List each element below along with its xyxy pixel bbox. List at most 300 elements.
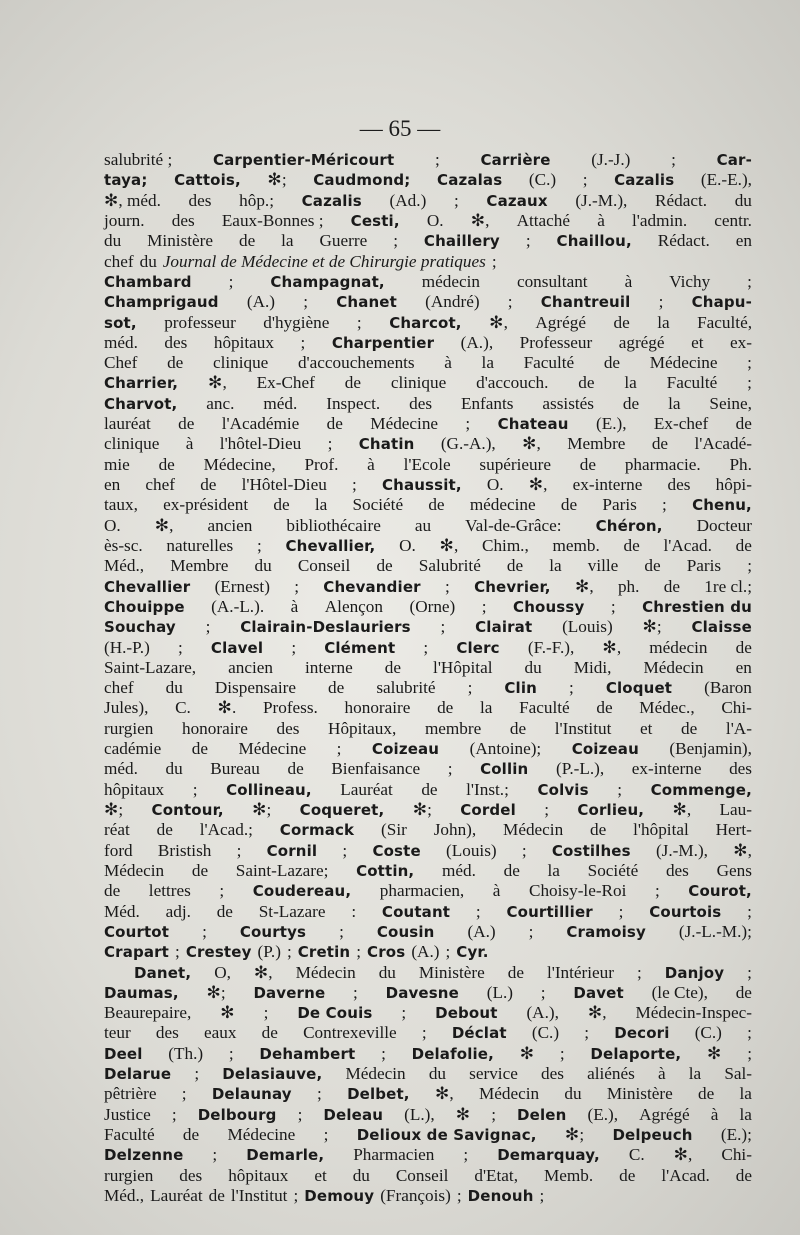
entry-name: Demarle,: [246, 1146, 325, 1165]
word: des: [179, 1165, 203, 1185]
word: ville: [587, 556, 619, 576]
entry-name: Chatin: [358, 435, 415, 454]
word: des: [171, 210, 195, 230]
word: ;: [205, 617, 211, 637]
entry-name: Delen: [517, 1105, 567, 1124]
word: l'admin.: [631, 210, 688, 230]
text-line: [104, 881, 752, 901]
word: la: [314, 495, 328, 515]
word: Médecin: [643, 657, 704, 677]
word: Lauréat: [150, 1185, 203, 1205]
word: John),: [433, 820, 477, 840]
word: ;: [177, 637, 183, 657]
word: ✻,: [154, 515, 174, 535]
word: rurgien: [104, 1165, 154, 1185]
entry-name: Demarquay,: [497, 1146, 600, 1165]
word: ;: [353, 982, 358, 1002]
word: la: [668, 393, 681, 413]
word: ;: [481, 596, 487, 616]
text-line: [104, 333, 752, 353]
word: (Ad.): [389, 190, 427, 210]
entry-name: Caudmond;: [313, 171, 411, 190]
text-line: [104, 353, 752, 373]
entry-name: Delarue: [104, 1065, 172, 1084]
word: (Orne): [409, 596, 456, 616]
word: Médecine: [227, 1125, 296, 1144]
entry-name: Chambard: [104, 272, 192, 291]
word: ✻.: [217, 698, 237, 718]
text-line: [104, 1064, 752, 1084]
word: ;: [467, 678, 473, 698]
word: de: [735, 637, 752, 657]
entry-name: Commenge,: [650, 780, 752, 799]
word: la: [739, 1084, 752, 1104]
word: (J.-L.-M.);: [678, 921, 752, 941]
word: ;: [507, 292, 513, 312]
text-line: [104, 211, 752, 231]
word: l'Institut: [230, 1185, 288, 1205]
entry-name: Cordel: [460, 801, 516, 819]
word: Agrégé: [535, 312, 586, 332]
word: hôpitaux: [228, 1165, 289, 1185]
word: à: [710, 1104, 719, 1124]
word: de: [238, 231, 256, 251]
word: ;: [212, 1145, 218, 1165]
entry-name: Demouy: [304, 1186, 375, 1205]
word: O.: [486, 475, 504, 494]
word: ;: [444, 576, 450, 596]
word: (L.): [486, 982, 513, 1002]
word: du: [564, 1084, 582, 1104]
word: de: [200, 475, 217, 494]
word: Médecin: [104, 860, 165, 880]
word: de: [167, 353, 184, 373]
word: ;: [465, 414, 471, 434]
word: (C.): [694, 1023, 722, 1043]
word: de: [182, 1125, 200, 1144]
word: centr.: [714, 210, 752, 230]
entry-name: Chevandier: [323, 577, 421, 596]
word: d'accouch.: [476, 373, 549, 393]
word: Conseil: [297, 556, 351, 576]
word: Profess.: [262, 698, 318, 718]
entry-name: Cazalis: [614, 171, 675, 190]
word: Ex-Chef: [256, 373, 315, 393]
word: (J.-M.),: [655, 840, 708, 860]
word: des: [729, 759, 752, 779]
word: l'Acad.;: [199, 820, 253, 840]
word: Chef: [104, 353, 138, 373]
word: ;: [228, 1043, 234, 1063]
word: ;: [491, 251, 497, 271]
entry-name: Coizeau: [371, 740, 440, 759]
word: médecin: [649, 637, 708, 657]
entry-name: Davet: [573, 983, 624, 1002]
word: Guerre: [319, 231, 368, 251]
entry-name: Charpentier: [331, 333, 435, 352]
text-line: [104, 231, 752, 251]
word: de: [506, 556, 524, 576]
text-line: [104, 739, 752, 759]
word: ;: [356, 942, 362, 962]
word: cadémie: [104, 739, 162, 759]
text-line: [104, 556, 752, 576]
word: de: [191, 860, 209, 880]
word: des: [188, 190, 212, 210]
word: à: [290, 596, 299, 616]
word: ✻,: [574, 576, 594, 596]
word: Médecine: [238, 739, 307, 759]
word: Lauréat: [340, 779, 393, 799]
text-line: [104, 577, 752, 597]
word: Bienfaisance: [331, 759, 421, 779]
text-line: [104, 1125, 752, 1145]
word: en: [735, 657, 752, 677]
word: Professeur: [519, 332, 593, 352]
word: à: [624, 271, 633, 291]
word: Salubrité: [418, 556, 481, 576]
text-line: [104, 983, 752, 1003]
word: ;: [352, 475, 357, 494]
word: ✻;: [564, 1125, 585, 1144]
word: de: [735, 982, 752, 1002]
word: ancien: [207, 515, 253, 535]
word: (Antoine);: [469, 739, 542, 759]
word: Dispensaire: [214, 678, 296, 698]
word: méd.: [442, 860, 476, 880]
word: du: [165, 759, 183, 779]
word: de: [273, 495, 290, 515]
text-line: [104, 170, 752, 190]
word: et: [314, 1165, 327, 1185]
word: méd.: [263, 393, 298, 413]
entry-name: Cesti,: [350, 211, 400, 230]
word: ;: [491, 1104, 496, 1124]
entry-name: Champagnat,: [270, 272, 385, 291]
word: (Th.): [168, 1043, 204, 1063]
word: (J.-M.),: [575, 190, 628, 210]
text-line: [104, 475, 752, 495]
word: ;: [192, 779, 198, 799]
word: ✻;: [267, 170, 287, 190]
entry-name: Cattois,: [174, 171, 241, 190]
word: de: [507, 962, 524, 982]
text-line: [104, 963, 752, 983]
entry-name: Courot,: [688, 882, 752, 901]
word: l'hôtel-Dieu: [219, 434, 302, 454]
word: ✻,: [673, 1145, 693, 1165]
word: Faculté,: [697, 312, 752, 332]
word: Faculté: [519, 698, 570, 718]
word: la: [281, 231, 294, 251]
word: ;: [539, 1185, 545, 1205]
entry-name: Daumas,: [104, 983, 179, 1002]
word: ✻, méd.: [104, 190, 161, 210]
word: ✻,: [208, 373, 227, 393]
word: la: [657, 312, 670, 332]
entry-name: Chapu-: [691, 293, 752, 312]
word: de: [681, 718, 698, 738]
word: Inspect.: [326, 393, 381, 413]
word: supérieure: [479, 454, 551, 474]
page-number: — 65 —: [359, 116, 441, 141]
entry-name: Coutant: [381, 902, 451, 921]
word: de: [326, 414, 343, 434]
word: Médecine: [649, 353, 718, 373]
entry-name: Choussy: [513, 597, 585, 616]
entry-name: Crestey: [185, 943, 252, 962]
word: ✻: [707, 1043, 722, 1063]
word: de: [156, 820, 173, 840]
text-line: [104, 861, 752, 881]
entry-name: Cazaux: [486, 191, 548, 210]
text-line: [104, 922, 752, 942]
word: l'hôpital: [633, 820, 689, 840]
word: hôpi-: [715, 475, 752, 494]
entry-name: Cottin,: [356, 861, 415, 880]
entry-name: Delbourg: [197, 1105, 277, 1124]
word: (Ernest): [214, 576, 270, 596]
word: Médecin: [478, 1084, 540, 1104]
word: clinique: [104, 434, 160, 454]
word: Contrexeville: [303, 1023, 397, 1043]
entry-name: Clairain-Deslauriers: [240, 618, 411, 637]
entry-name: Clerc: [456, 638, 500, 657]
word: la: [547, 860, 560, 880]
word: l'A-: [725, 718, 752, 738]
word: ;: [747, 271, 752, 291]
word: en: [735, 231, 752, 251]
text-line: [104, 252, 752, 272]
text-line: [104, 414, 752, 434]
entry-name: Cousin: [376, 922, 435, 941]
word: lettres: [148, 881, 191, 901]
entry-name: Delasiauve,: [222, 1065, 323, 1084]
word: ✻: [455, 1104, 471, 1124]
entry-name: Corlieu,: [577, 801, 645, 819]
word: (A.): [246, 292, 276, 312]
word: Médecin: [345, 1064, 406, 1084]
word: de: [208, 1185, 225, 1205]
text-line: [104, 902, 752, 922]
word: (A.): [467, 921, 496, 941]
text-line: [104, 617, 752, 637]
text-line: [104, 272, 752, 292]
entry-name: Delaporte,: [590, 1044, 682, 1063]
word: Membre: [567, 434, 626, 454]
text-line: [104, 597, 752, 617]
entry-name: Delzenne: [104, 1146, 184, 1165]
text-line: [104, 373, 752, 393]
word: ✻,: [470, 210, 490, 230]
word: réat: [104, 820, 130, 840]
word: de: [590, 820, 607, 840]
word: ;: [423, 637, 429, 657]
word: ;: [294, 576, 299, 596]
entry-name: Chantreuil: [540, 293, 631, 312]
word: ;: [447, 759, 453, 779]
entry-name: Champrigaud: [104, 293, 219, 312]
entry-name: Crapart: [104, 943, 170, 962]
text-line: [104, 1105, 752, 1125]
word: (François): [380, 1185, 451, 1205]
word: (P.-L.),: [555, 759, 605, 779]
word: Justice: [104, 1104, 151, 1124]
text-line: [104, 150, 752, 170]
word: de: [603, 353, 621, 373]
word: Alençon: [324, 596, 383, 616]
word: ;: [618, 901, 624, 921]
word: hôpitaux: [213, 332, 274, 352]
text-line: [104, 1023, 752, 1043]
entry-name: Chanet: [336, 293, 397, 312]
word: et: [640, 718, 653, 738]
word: ;: [747, 1023, 752, 1043]
entry-name: Cormack: [279, 821, 355, 840]
word: consultant: [516, 271, 588, 291]
word: memb.: [552, 535, 600, 555]
word: l'Intérieur: [546, 962, 614, 982]
word: ;: [342, 840, 348, 860]
word: Memb.: [543, 1165, 594, 1185]
word: C.: [628, 1145, 645, 1165]
word: de: [503, 860, 520, 880]
entry-name: Deleau: [323, 1105, 384, 1124]
word: de: [216, 901, 233, 921]
word: (C.): [528, 170, 557, 190]
word: ;: [747, 962, 752, 982]
word: ✻,: [522, 434, 541, 454]
word: Val-de-Grâce:: [465, 515, 562, 535]
text-line: [104, 516, 752, 536]
word: de: [596, 698, 613, 718]
word: l'Acadé-: [694, 434, 752, 454]
word: O.: [399, 535, 416, 555]
text-line: [104, 495, 752, 515]
word: (Benjamin),: [669, 739, 752, 759]
word: ✻;: [104, 800, 124, 819]
word: (E.),: [595, 414, 627, 434]
word: la: [549, 556, 562, 576]
word: du: [254, 556, 272, 576]
entry-name: Daverne: [253, 983, 326, 1002]
entry-name: Costilhes: [551, 841, 631, 860]
word: de: [437, 698, 454, 718]
word: adj.: [165, 901, 191, 921]
word: (E.-E.),: [700, 170, 752, 190]
word: hôp.;: [239, 190, 274, 210]
word: de: [735, 535, 752, 555]
word: des: [667, 475, 691, 494]
word: pharmacie.: [624, 454, 701, 474]
word: de: [344, 373, 361, 393]
entry-name: Courtillier: [506, 902, 593, 921]
word: au: [414, 515, 432, 535]
word: d'hygiène: [263, 312, 330, 332]
word: (A.-L.).: [211, 596, 265, 616]
entry-name: Chenu,: [692, 496, 752, 515]
entry-name: Chevrier,: [474, 577, 551, 596]
word: ;: [263, 1003, 269, 1023]
word: du: [378, 962, 396, 982]
entry-name: Deel: [104, 1044, 143, 1063]
entry-name: Delioux de Savignac,: [356, 1126, 537, 1144]
entry-name: Chouippe: [104, 597, 185, 616]
word: Bristish: [157, 840, 212, 860]
word: ph.: [617, 576, 640, 596]
word: ;: [303, 292, 309, 312]
word: ;: [658, 292, 664, 312]
entry-name: Carpentier-Méricourt: [212, 151, 395, 169]
word: eaux: [204, 1023, 237, 1043]
word: de: [328, 678, 345, 698]
word: Midi,: [573, 657, 612, 677]
entry-name: taya;: [104, 171, 148, 190]
word: anc.: [206, 393, 235, 413]
word: Ph.: [729, 454, 752, 474]
word: ;: [175, 942, 180, 962]
word: la: [480, 698, 493, 718]
word: ès-sc.: [104, 535, 143, 555]
word: de: [104, 881, 121, 901]
word: ;: [339, 921, 344, 941]
word: ex-interne: [631, 759, 702, 779]
entry-name: Chevallier: [104, 577, 191, 596]
word: ;: [393, 231, 398, 251]
word: ;: [610, 596, 616, 616]
word: (Baron: [704, 678, 752, 698]
word: à: [367, 454, 375, 474]
word: méd.: [104, 332, 138, 352]
word: ;: [747, 353, 752, 373]
word: mie: [104, 454, 130, 474]
word: Attaché: [516, 210, 571, 230]
word: ✻,: [587, 1003, 607, 1023]
word: ex-interne: [572, 475, 643, 494]
word: C.: [175, 698, 191, 718]
word: ;: [440, 617, 446, 637]
entry-name: Danjoy: [664, 963, 725, 982]
word: ;: [300, 332, 306, 352]
word: teur: [104, 1023, 131, 1043]
entry-name: Delaunay: [211, 1085, 292, 1104]
word: Lau-: [719, 800, 752, 819]
word: de: [697, 1084, 715, 1104]
word: à: [597, 210, 605, 230]
word: Ministère: [147, 231, 214, 251]
word: ;: [219, 881, 225, 901]
text-line: [104, 820, 752, 840]
word: (A.),: [460, 332, 494, 352]
text-line: [104, 434, 752, 454]
word: Saint-Lazare,: [104, 657, 197, 677]
entry-name: Delafolie,: [411, 1044, 494, 1063]
word: O.: [104, 515, 121, 535]
word: Médecin-Inspec-: [635, 1003, 752, 1023]
word: (G.-A.),: [440, 434, 496, 454]
word: ;: [323, 1125, 329, 1144]
word: ;: [662, 495, 667, 515]
entry-name: Chaussit,: [381, 476, 462, 494]
entry-name: Cyr.: [456, 943, 489, 962]
entry-name: Chrestien du: [642, 597, 752, 616]
entry-name: Dehambert: [259, 1044, 356, 1063]
word: en: [104, 475, 121, 494]
entry-name: Cazalas: [437, 171, 503, 190]
word: ex-: [729, 332, 752, 352]
word: 1re cl.;: [704, 576, 752, 596]
word: ;: [569, 678, 574, 698]
